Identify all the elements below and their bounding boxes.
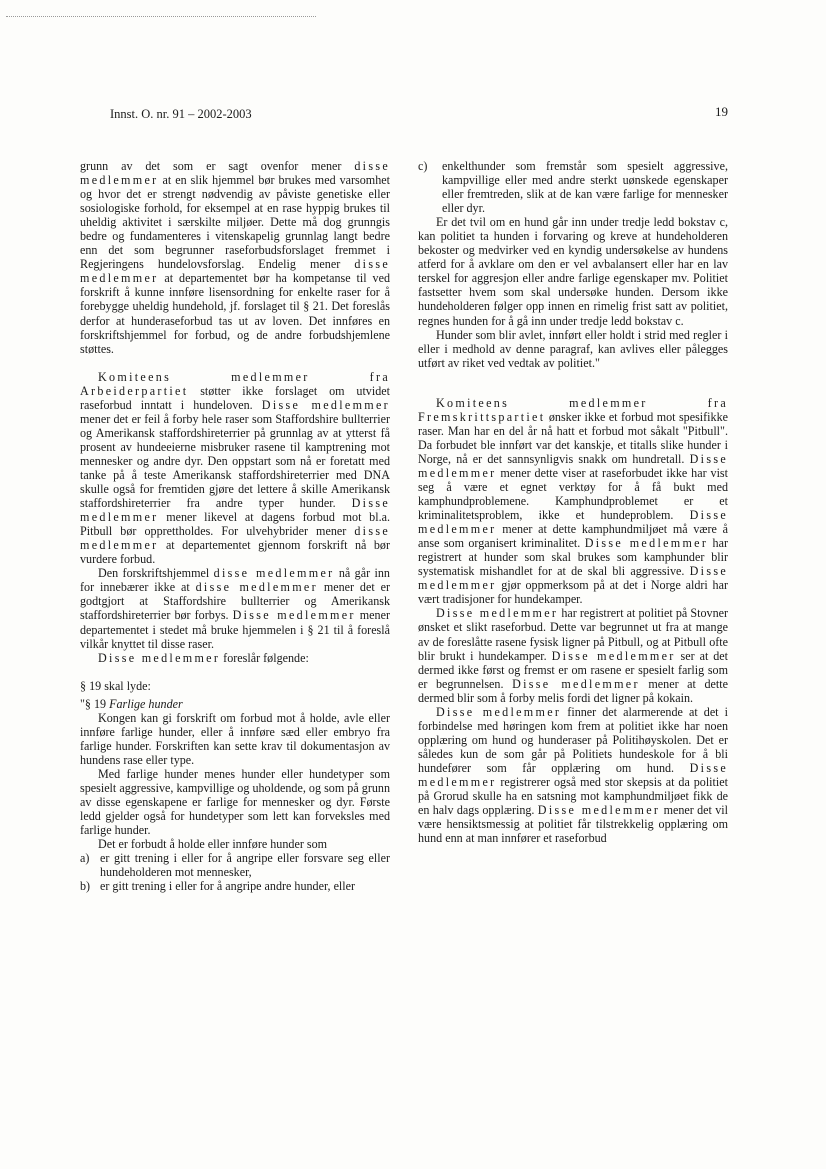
list-item: b) er gitt trening i eller for å angripe andre hunder, eller [80,879,356,894]
right-column [418,159,728,845]
paragraph: Disse medlemmer foreslår følgende: [98,650,309,665]
page-number: 19 [715,104,728,119]
section-heading: "§ 19 Farlige hunder [80,696,183,711]
paragraph: Kongen kan gi forskrift om forbud mot å holde, avle eller innføre farlige hunder, eller å innføre sæd eller embryo fra farlige hunder. Forskriften kan sette krav til dokumentasjon av hundens rase eller type. [80,710,390,767]
paragraph: Den forskriftshjemmel disse medlemmer nå går inn for innebærer ikke at disse medlemmer mener det er godtgjort at Staffordshire bullterrier og Amerikansk staffordshireterrier bør forbys. Disse medlemmer mener departementet i stedet må bruke hjemmelen i § 21 til å foreslå vilkår knyttet til disse raser. [80,566,390,651]
paragraph: Disse medlemmer har registrert at politiet på Stovner ønsket et slikt raseforbud. Dette var begrunnet ut fra at mange av de foreslåtte rasene fysisk ligner på Pitbull, og at Pitbull ofte blir brukt i hundekamper. Disse medlemmer ser at det dermed ikke først og fremst er om rasene er spesielt farlig som er begrunnelsen. Disse medlemmer mener at dette dermed blir som å forby melis fordi det ligner på kokain. [418,606,729,705]
paragraph: § 19 skal lyde: [80,678,151,693]
scan-artifact-dots [6,16,316,17]
paragraph: Med farlige hunder menes hunder eller hundetyper som spesielt aggressive, kampvillige og uholdende, og som på grunn av disse egenskapene er farlige for mennesker og dyr. Første ledd gjelder også for hundetyper som lett kan forveksles med farlige hunder. [80,766,390,838]
list-item: a) er gitt trening i eller for å angripe eller forsvare seg eller hundeholderen mot mennesker, [80,851,390,880]
paragraph: Komiteens medlemmer fra Arbeiderpartiet støtter ikke forslaget om utvidet raseforbud inntatt i hundeloven. Disse medlemmer mener det er feil å forby hele raser som Staffordshire bullterrier og Amerikansk staffordshireterrier på grunnlag av at ytterst få prosent av hundeeierne misbruker rasene til kamptrening mot mennesker og andre dyr. Den oppstart som nå er foretatt med tanke på å teste Amerikansk staffordshireterrier med DNA skulle også for fremtiden gjøre det lettere å skille Amerikansk staffordshireterrier fra andre typer hunder. Disse medlemmer mener likevel at dagens forbud mot bl.a. Pitbull bør opprettholdes. For ulvehybrider mener disse medlemmer at departementet gjennom forskrift nå bør vurdere forbud. [80,369,391,567]
running-header: Innst. O. nr. 91 – 2002-2003 [110,107,252,121]
paragraph: Komiteens medlemmer fra Fremskrittspartiet ønsker ikke et forbud mot spesifikke raser. Man har en del år nå hatt et forbud mot såkalt "Pitbull". Da forbudet ble innført var det kanskje, et titalls slike hunder i Norge, nå er det sannsynligvis snakk om hundretall. Disse medlemmer mener dette viser at raseforbudet ikke har vist seg å være et egnet verktøy for å få bukt med kamphundproblemene. Kamphundproblemet er et kriminalitetsproblem, ikke et hundeproblem. Disse medlemmer mener at dette kamphundmiljøet må være å anse som organisert kriminalitet. Disse medlemmer har registrert at hunder som skal brukes som kamphunder blir systematisk mishandlet for at de skal bli aggressive. Disse medlemmer gjør oppmerksom på at det i Norge aldri har vært tradisjoner for hundekamper. [418,395,728,607]
paragraph: grunn av det som er sagt ovenfor mener disse medlemmer at en slik hjemmel bør brukes med varsomhet og hvor det er strengt nødvendig av påviste genetiske eller sosiologiske forhold, for eksempel at en rase hyppig brukes til uheldig aktivitet i særskilte miljøer. Dette må dog grunngis bedre og fundamenteres i vitenskapelig grunnlag langt bedre enn det som begrunner raseforbudsforslaget fremmet i Regjeringens hundelovsforslag. Endelig mener disse medlemmer at departementet bør ha kompetanse til ved forskrift å kunne innføre lisensordning for enkelte raser for å forebygge uheldig hundehold, jf. forslaget til § 21. Det foreslås derfor at hunderaseforbud tas ut av loven. Det innføres en forskriftshjemmel for forbud, og de andre forbudshjemlene støttes. [80,159,390,356]
paragraph: Hunder som blir avlet, innført eller holdt i strid med regler i eller i medhold av denne paragraf, kan avlives eller pålegges utført av riket ved vedtak av politiet." [418,327,728,370]
paragraph: Er det tvil om en hund går inn under tredje ledd bokstav c, kan politiet ta hunden i forvaring og kreve at hundeholderen bekoster og medvirker ved en kyndig undersøkelse av hundens atferd for å avklare om den er vel avbalansert eller har en lav terskel for aggresjon eller andre farlige egenskaper mv. Politiet fastsetter hvem som skal undersøke hunden. Dersom ikke hundeholderen følger opp innen en rimelig frist satt av politiet, regnes hunden for å gå inn under tredje ledd bokstav c. [418,215,728,328]
paragraph: Det er forbudt å holde eller innføre hunder som [98,837,328,852]
paragraph: Disse medlemmer finner det alarmerende at det i forbindelse med høringen kom frem at politiet ikke har noen opplæring om hund og hunderaser på Politihøyskolen. Det er således kun de som går på Politiets hundeskole for å bli hundefører som får opplæring om hund. Disse medlemmer registrerer også med stor skepsis at da politiet på Grorud skulle ha en satsning mot kamphundmiljøet fikk de en halv dags opplæring. Disse medlemmer mener det vil være hensiktsmessig at politiet får tilstrekkelig opplæring om hund enn at man innfører et raseforbud [418,704,728,846]
list-item: c) enkelthunder som fremstår som spesielt aggressive, kampvillige eller med andre sterkt uønskede egenskaper eller fremtreden, slik at de kan være farlige for mennesker eller dyr. [418,159,728,216]
left-column [80,159,390,893]
